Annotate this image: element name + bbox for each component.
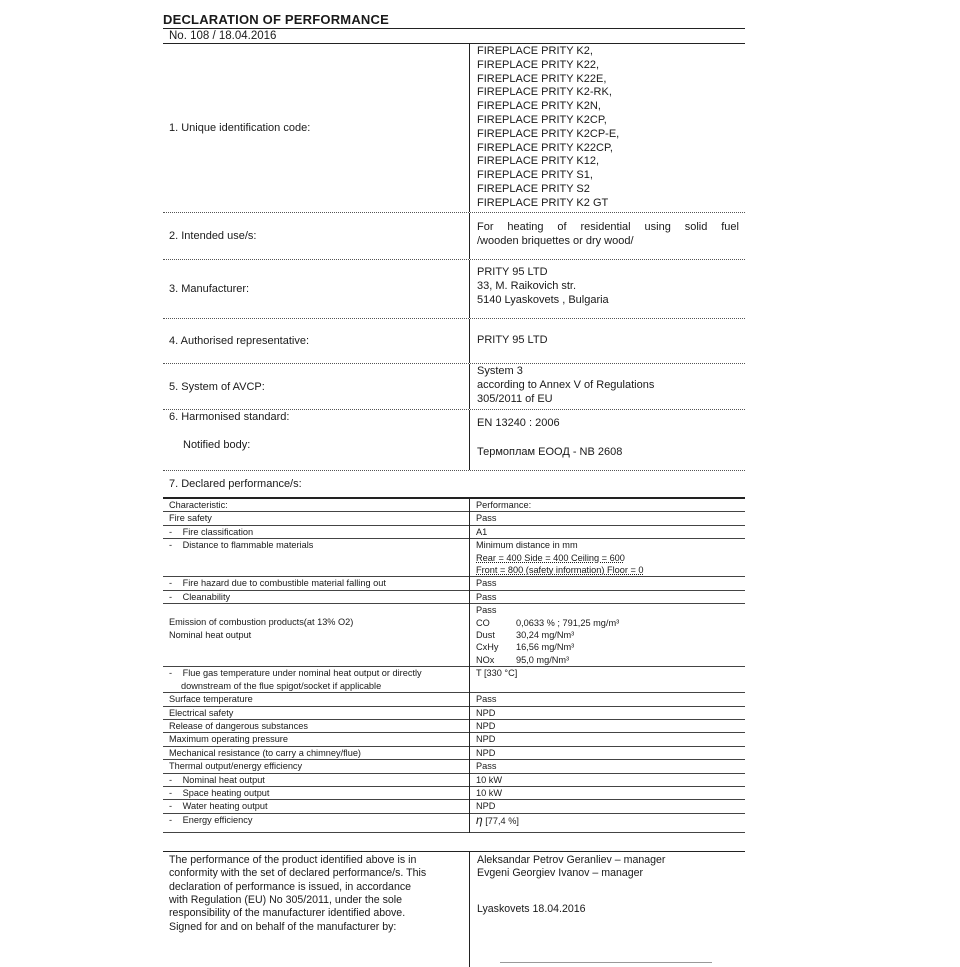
signature-section bbox=[163, 851, 745, 967]
section-value: PRITY 95 LTD bbox=[469, 319, 745, 363]
notified-body-value: Термоплам ЕООД - NB 2608 bbox=[477, 445, 623, 458]
model-line: FIREPLACE PRITY K2, bbox=[477, 45, 593, 57]
section-authorised-representative bbox=[163, 319, 745, 364]
signatories bbox=[469, 852, 745, 967]
section-label: 6. Harmonised standard: Notified body: bbox=[163, 410, 469, 470]
document-number: No. 108 / 18.04.2016 bbox=[163, 28, 745, 44]
table-row: - Fire classification A1 bbox=[163, 525, 745, 538]
table-row: - Water heating output NPD bbox=[163, 800, 745, 813]
signatory-1: Aleksandar Petrov Geranliev – manager bbox=[477, 853, 666, 866]
conformity-statement: The performance of the product identified above is in conformity with the set of declared performance/s. This declaration of performance is issued, in accordance with Regulation (EU) No 305/2011, under the sole responsibility of the manufacturer identified above. Signed for and on behalf of the manufacturer by: bbox=[169, 853, 427, 933]
performance-table bbox=[163, 498, 745, 833]
table-row: Maximum operating pressure NPD bbox=[163, 733, 745, 746]
table-row: Thermal output/energy efficiency Pass bbox=[163, 760, 745, 773]
table-row: - Fire hazard due to combustible material falling out Pass bbox=[163, 577, 745, 590]
section-manufacturer bbox=[163, 260, 745, 319]
table-row: - Cleanability Pass bbox=[163, 590, 745, 603]
model-line: FIREPLACE PRITY S2 bbox=[477, 182, 590, 195]
table-row-flue: - Flue gas temperature under nominal heat output or directly downstream of the flue spigot/socket if applicable T [330 °C] bbox=[163, 667, 745, 693]
model-line: FIREPLACE PRITY S1, bbox=[477, 169, 593, 182]
notified-body-label: Notified body: bbox=[183, 439, 251, 451]
model-line: FIREPLACE PRITY K2 GT bbox=[477, 196, 609, 209]
section-label: 1. Unique identification code: bbox=[169, 122, 311, 134]
section-label: 4. Authorised representative: bbox=[169, 335, 310, 347]
model-line: FIREPLACE PRITY K2N, bbox=[477, 100, 601, 113]
table-row: - Space heating output 10 kW bbox=[163, 786, 745, 799]
header-performance: Performance: bbox=[476, 500, 532, 510]
section-intended-use bbox=[163, 213, 745, 260]
header-characteristic: Characteristic: bbox=[163, 499, 470, 512]
standard-value: EN 13240 : 2006 bbox=[477, 417, 560, 429]
table-row: Surface temperature Pass bbox=[163, 693, 745, 706]
eta-symbol: η bbox=[476, 812, 483, 827]
model-line: FIREPLACE PRITY K2CP, bbox=[477, 113, 607, 126]
section-value: For heating of residential using solid fuel /wooden briquettes or dry wood/ bbox=[469, 213, 745, 259]
model-line: FIREPLACE PRITY K22CP, bbox=[477, 141, 613, 154]
place-date: Lyaskovets 18.04.2016 bbox=[477, 902, 586, 915]
section-declared-performance: 7. Declared performance/s: bbox=[163, 471, 745, 498]
section-label: 2. Intended use/s: bbox=[169, 230, 257, 242]
table-row: - Nominal heat output 10 kW bbox=[163, 773, 745, 786]
model-line: FIREPLACE PRITY K2CP-E, bbox=[477, 127, 620, 140]
table-row: Fire safety Pass bbox=[163, 512, 745, 525]
table-header-row bbox=[163, 499, 745, 512]
section-avcp bbox=[163, 364, 745, 410]
model-line: FIREPLACE PRITY K22E, bbox=[477, 72, 607, 85]
table-row: Electrical safety NPD bbox=[163, 706, 745, 719]
section-value: PRITY 95 LTD 33, M. Raikovich str. 5140 Lyaskovets , Bulgaria bbox=[469, 260, 745, 318]
table-row: - Distance to flammable materials Minimum distance in mm Rear = 400 Side = 400 Ceiling = 600 Front = 800 (safety information) Floor = 0 bbox=[163, 539, 745, 577]
model-line: FIREPLACE PRITY K12, bbox=[477, 155, 600, 168]
section-value: System 3 according to Annex V of Regulations 305/2011 of EU bbox=[469, 364, 745, 409]
table-row-emission: Emission of combustion products(at 13% O2) Nominal heat output Pass CO 0,0633 % ; 791,25 mg/m³ Dust 30,24 mg/Nm³ CxHy 16,56 mg/Nm³ NOx 95,0 mg/Nm³ bbox=[163, 604, 745, 667]
document-title: DECLARATION OF PERFORMANCE bbox=[163, 12, 389, 27]
signatory-2: Evgeni Georgiev Ivanov – manager bbox=[477, 867, 644, 880]
signature-line bbox=[500, 962, 712, 963]
section-label: 5. System of AVCP: bbox=[169, 380, 265, 393]
section-harmonised-standard bbox=[163, 410, 745, 471]
section-identification-code bbox=[163, 44, 745, 213]
table-row: Mechanical resistance (to carry a chimney/flue) NPD bbox=[163, 746, 745, 759]
table-row-efficiency: - Energy efficiency η [77,4 %] bbox=[163, 813, 745, 832]
section-value bbox=[469, 44, 745, 212]
model-line: FIREPLACE PRITY K2-RK, bbox=[477, 86, 612, 99]
section-label: 3. Manufacturer: bbox=[169, 283, 250, 295]
declaration-document bbox=[163, 12, 745, 967]
section-value bbox=[469, 410, 745, 470]
table-row: Release of dangerous substances NPD bbox=[163, 719, 745, 732]
model-line: FIREPLACE PRITY K22, bbox=[477, 58, 600, 71]
